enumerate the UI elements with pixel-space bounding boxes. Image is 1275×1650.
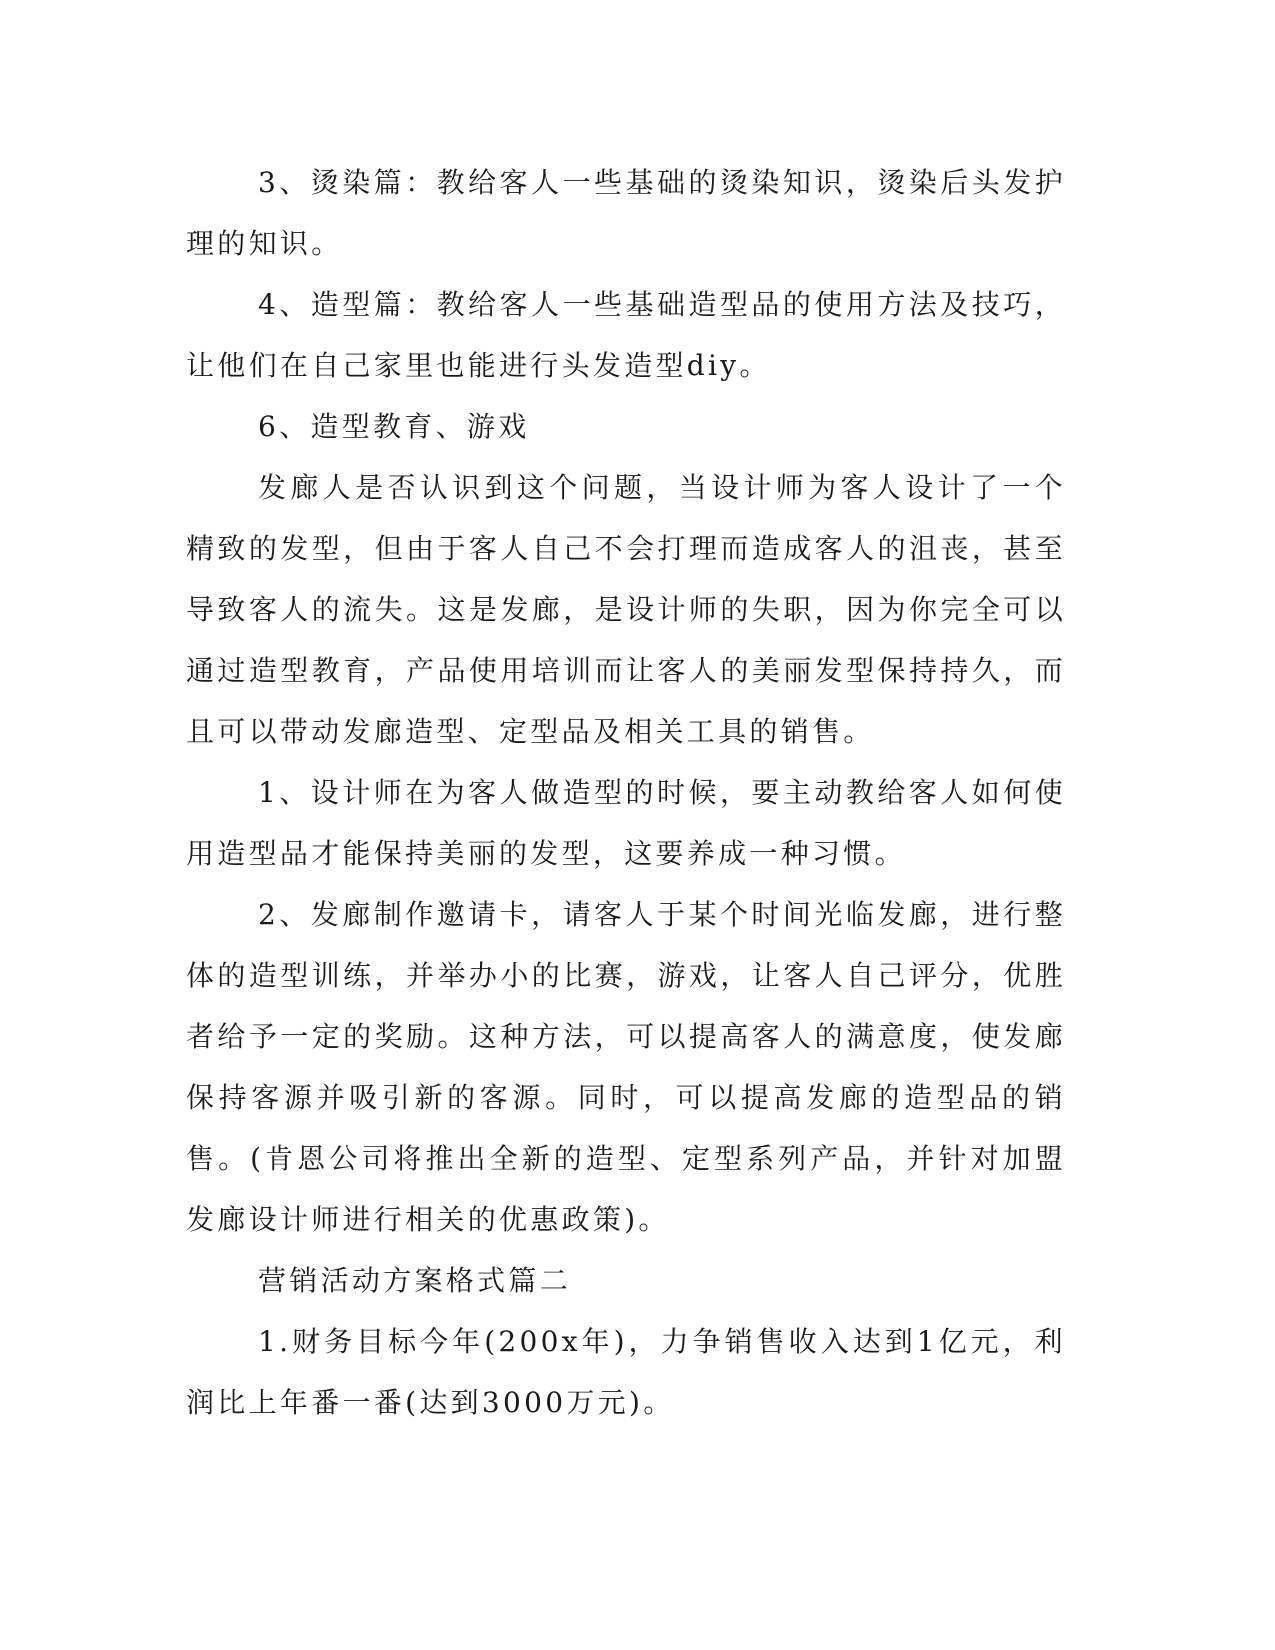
document-body <box>186 152 1066 1433</box>
section-heading-styling-education: 6、造型教育、游戏 <box>258 410 530 443</box>
paragraph-financial-target: 1.财务目标今年(200x年)，力争销售收入达到1亿元，利润比上年番一番(达到3000万元)。 <box>186 1325 1066 1419</box>
paragraph-styling: 4、造型篇：教给客人一些基础造型品的使用方法及技巧，让他们在自己家里也能进行头发造型diy。 <box>186 288 1066 382</box>
section-heading-part-two: 营销活动方案格式篇二 <box>258 1264 572 1297</box>
paragraph-salon-awareness: 发廊人是否认识到这个问题，当设计师为客人设计了一个精致的发型，但由于客人自己不会打理而造成客人的沮丧，甚至导致客人的流失。这是发廊，是设计师的失职，因为你完全可以通过造型教育，产品使用培训而让客人的美丽发型保持持久，而且可以带动发廊造型、定型品及相关工具的销售。 <box>186 471 1066 748</box>
paragraph-designer-habit: 1、设计师在为客人做造型的时候，要主动教给客人如何使用造型品才能保持美丽的发型，这要养成一种习惯。 <box>186 776 1066 870</box>
paragraph-perm-dye: 3、烫染篇：教给客人一些基础的烫染知识，烫染后头发护理的知识。 <box>186 166 1066 260</box>
paragraph-invitation-card: 2、发廊制作邀请卡，请客人于某个时间光临发廊，进行整体的造型训练，并举办小的比赛，游戏，让客人自己评分，优胜者给予一定的奖励。这种方法，可以提高客人的满意度，使发廊保持客源并吸引新的客源。同时，可以提高发廊的造型品的销售。(肯恩公司将推出全新的造型、定型系列产品，并针对加盟发廊设计师进行相关的优惠政策)。 <box>186 898 1066 1236</box>
